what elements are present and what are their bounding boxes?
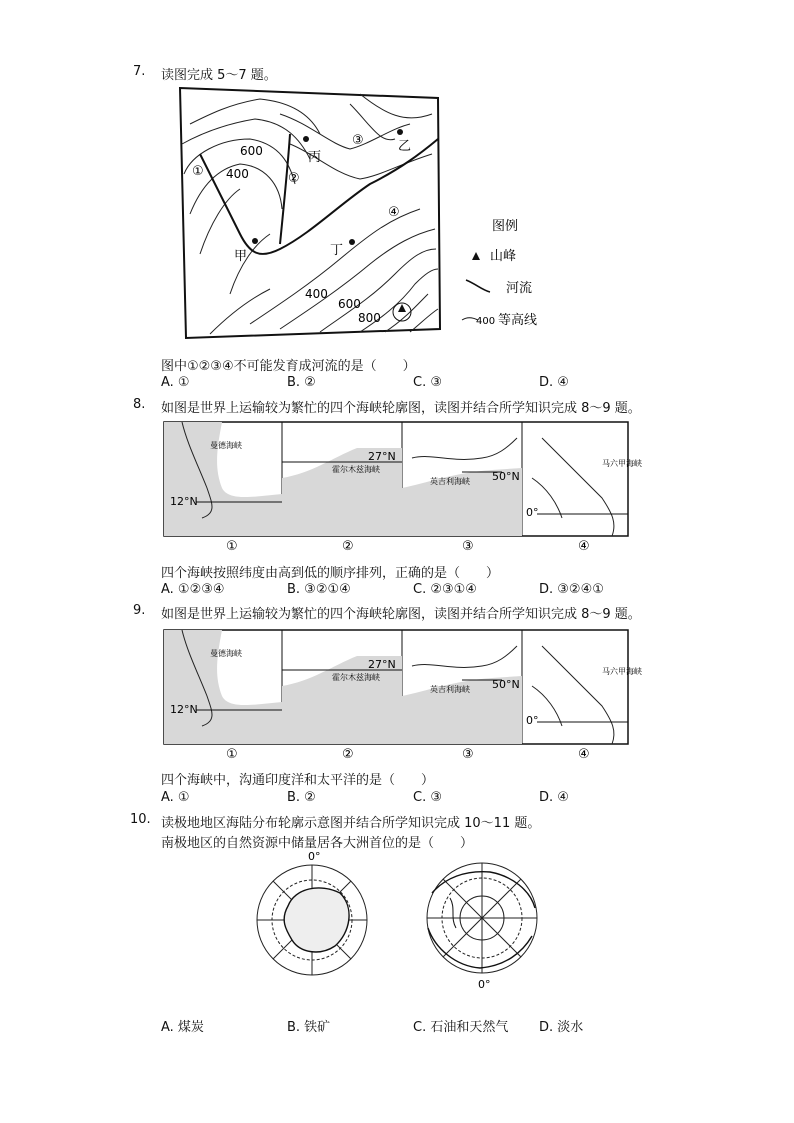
marker-3: ③ xyxy=(352,133,364,148)
polar-maps xyxy=(250,848,540,990)
map-label-0-top: 0° xyxy=(308,850,321,863)
lat-label-50n: 50°N xyxy=(492,470,520,483)
q8-option-b[interactable]: B. ③②①④ xyxy=(287,582,351,597)
straits-figure-q9 xyxy=(162,626,642,762)
legend-river: 河流 xyxy=(506,281,533,296)
question-9-number: 9. xyxy=(133,603,146,618)
peak-legend-icon xyxy=(472,252,480,260)
place-bing: 丙 xyxy=(308,150,322,165)
q9-option-a[interactable]: A. ① xyxy=(161,790,190,805)
panel-label-2: ② xyxy=(342,539,354,554)
strait-name-3: 英吉利海峡 xyxy=(430,477,470,486)
lat-label-50n: 50°N xyxy=(492,678,520,691)
strait-name-2: 霍尔木兹海峡 xyxy=(332,673,380,682)
map-label-0-bottom: 0° xyxy=(478,978,491,991)
lat-label-27n: 27°N xyxy=(368,658,396,671)
question-9-intro: 如图是世界上运输较为繁忙的四个海峡轮廓图，读图并结合所学知识完成 8～9 题。 xyxy=(161,607,641,622)
straits-figure-q8 xyxy=(162,418,642,554)
q7-option-b[interactable]: B. ② xyxy=(287,375,316,390)
question-10-intro: 读极地地区海陆分布轮廓示意图并结合所学知识完成 10～11 题。 xyxy=(161,816,541,831)
q7-option-c[interactable]: C. ③ xyxy=(413,375,442,390)
panel-label-4: ④ xyxy=(578,539,590,554)
contour-label-600-b: 600 xyxy=(338,297,361,311)
legend-peak: 山峰 xyxy=(490,249,517,264)
contour-label-400-b: 400 xyxy=(305,287,328,301)
contour-label-800: 800 xyxy=(358,311,381,325)
q10-option-a[interactable]: A. 煤炭 xyxy=(161,1020,204,1035)
question-7-text: 图中①②③④不可能发育成河流的是（ ） xyxy=(161,359,416,374)
strait-name-4: 马六甲海峡 xyxy=(602,667,642,676)
lat-label-12n: 12°N xyxy=(170,495,198,508)
lat-label-27n: 27°N xyxy=(368,450,396,463)
q8-option-a[interactable]: A. ①②③④ xyxy=(161,582,225,597)
q10-option-c[interactable]: C. 石油和天然气 xyxy=(413,1020,509,1035)
panel-label-3: ③ xyxy=(462,539,474,554)
panel-label-1: ① xyxy=(226,747,238,762)
question-10-number: 10. xyxy=(130,812,151,827)
strait-name-2: 霍尔木兹海峡 xyxy=(332,465,380,474)
marker-4: ④ xyxy=(388,205,400,220)
q9-option-b[interactable]: B. ② xyxy=(287,790,316,805)
river-legend-icon xyxy=(466,280,490,292)
marker-1: ① xyxy=(192,164,204,179)
place-ding: 丁 xyxy=(330,243,344,258)
place-yi: 乙 xyxy=(398,139,412,154)
lat-label-12n: 12°N xyxy=(170,703,198,716)
strait-name-3: 英吉利海峡 xyxy=(430,685,470,694)
panel-label-3: ③ xyxy=(462,747,474,762)
question-7-intro: 读图完成 5～7 题。 xyxy=(161,68,277,83)
legend-contour: 等高线 xyxy=(498,313,538,328)
strait-name-4: 马六甲海峡 xyxy=(602,459,642,468)
legend-title: 图例 xyxy=(492,219,519,234)
legend-contour-sample: 400 xyxy=(476,316,496,327)
question-8-intro: 如图是世界上运输较为繁忙的四个海峡轮廓图，读图并结合所学知识完成 8～9 题。 xyxy=(161,401,641,416)
panel-label-1: ① xyxy=(226,539,238,554)
place-jia: 甲 xyxy=(234,249,248,264)
q10-option-b[interactable]: B. 铁矿 xyxy=(287,1020,331,1035)
strait-name-1: 曼德海峡 xyxy=(210,649,242,658)
q10-option-d[interactable]: D. 淡水 xyxy=(539,1020,584,1035)
panel-label-2: ② xyxy=(342,747,354,762)
contour-label-600: 600 xyxy=(240,144,263,158)
marker-2: ② xyxy=(288,171,300,186)
question-8-text: 四个海峡按照纬度由高到低的顺序排列，正确的是（ ） xyxy=(161,566,500,581)
strait-name-1: 曼德海峡 xyxy=(210,441,242,450)
q8-option-c[interactable]: C. ②③①④ xyxy=(413,582,477,597)
lat-label-0: 0° xyxy=(526,506,539,519)
q8-option-d[interactable]: D. ③②④① xyxy=(539,582,604,597)
q9-option-d[interactable]: D. ④ xyxy=(539,790,569,805)
q9-option-c[interactable]: C. ③ xyxy=(413,790,442,805)
question-10-text: 南极地区的自然资源中储量居各大洲首位的是（ ） xyxy=(161,836,474,851)
q7-option-a[interactable]: A. ① xyxy=(161,375,190,390)
lat-label-0: 0° xyxy=(526,714,539,727)
contour-label-400: 400 xyxy=(226,167,249,181)
question-7-number: 7. xyxy=(133,64,146,79)
question-8-number: 8. xyxy=(133,397,146,412)
topographic-map xyxy=(170,84,570,344)
question-9-text: 四个海峡中，沟通印度洋和太平洋的是（ ） xyxy=(161,773,435,788)
panel-label-4: ④ xyxy=(578,747,590,762)
q7-option-d[interactable]: D. ④ xyxy=(539,375,569,390)
